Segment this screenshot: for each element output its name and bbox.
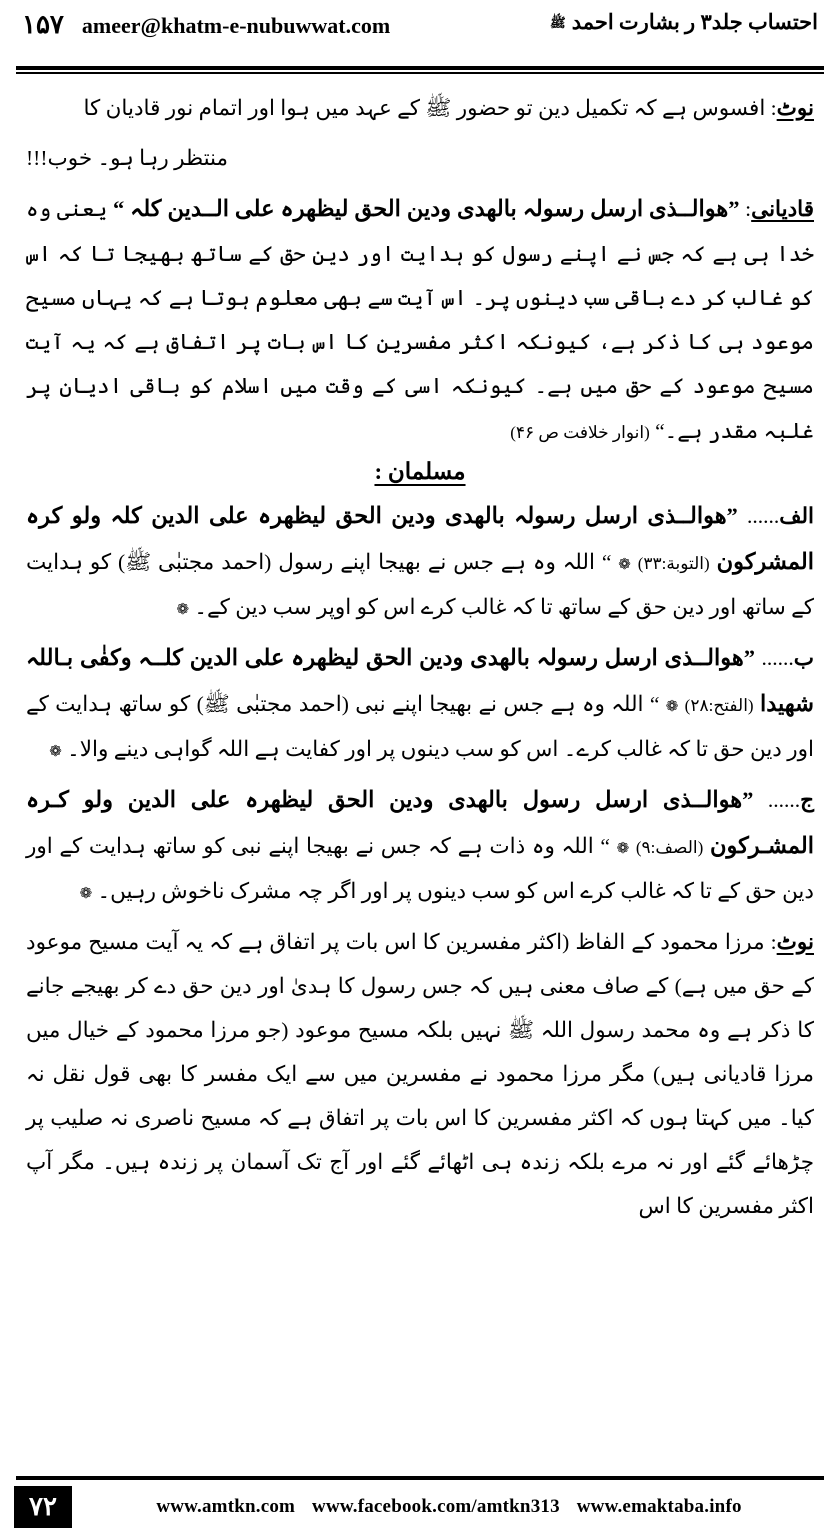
flower-icon: ❁ bbox=[616, 841, 630, 858]
item-reference-alif: (التوبة:۳۳) bbox=[637, 553, 710, 573]
page-content bbox=[0, 74, 840, 1228]
seal-icon: ﷺ bbox=[549, 15, 566, 30]
item-arabic-jeem: ”ھوالــذی ارسل رسول بالھدی ودین الحق لیظھرہ علی الدین ولو کـرہ المشـرکون bbox=[26, 787, 815, 859]
note-1-text: : افسوس ہے کہ تکمیل دین تو حضور ﷺ کے عہد میں ہوا اور اتمام نور قادیان کا bbox=[83, 96, 777, 120]
book-title-text: احتساب جلد۳ ر بشارت احمد bbox=[571, 10, 818, 34]
qadiani-translation: یعنی وہ خدا ہی ہے کہ جس نے اپنے رسول کو ہدایت اور دین حق کے ساتھ بھیجا تا کہ اس کو غالب کر دے باقی سب دینوں پر۔ اس آیت سے بھی معلوم ہوتا ہے کہ یہاں مسیح موعود ہی کا ذکر ہے، کیونکہ اکثر مفسرین کا اس بات پر اتفاق ہے کہ یہ آیت مسیح موعود کے حق میں ہے۔ کیونکہ اسی کے وقت میں اسلام کو باقی ادیان پر غلبہ مقدر ہے۔“ bbox=[26, 197, 814, 443]
verse-item-jeem bbox=[26, 777, 814, 913]
header-divider bbox=[16, 66, 824, 70]
header-page-number: ۱۵۷ bbox=[22, 10, 64, 39]
qadiani-arabic-quote: ”ھوالــذی ارسل رسولہ بالھدی ودین الحق لیظھرہ علی الــدین کلہ “ bbox=[112, 196, 740, 222]
muslim-section-heading: مسلمان : bbox=[374, 458, 466, 484]
item-mark-jeem: ج bbox=[800, 788, 815, 813]
item-mark-alif: الف bbox=[779, 503, 815, 528]
item-translation-alif: “ اللہ وہ ہے جس نے بھیجا اپنے رسول (احمد مجتبٰی ﷺ) کو ہدایت کے ساتھ اور دین حق کے ساتھ تا کہ غالب کرے اس کو اوپر سب دین کے۔ bbox=[26, 549, 814, 619]
note-2-paragraph bbox=[26, 920, 814, 1228]
footer-links bbox=[72, 1496, 826, 1518]
verse-item-alif bbox=[26, 493, 814, 629]
verse-item-be bbox=[26, 635, 814, 771]
item-arabic-alif: ”ھوالــذی ارسل رسولہ بالھدی ودین الحق لیظھرہ علی الدین کلہ ولو کرہ المشرکون bbox=[26, 502, 815, 574]
item-reference-be: (الفتح:۲۸) bbox=[684, 696, 754, 715]
note-1-label: نوٹ bbox=[776, 96, 814, 120]
item-dots-alif: ...... bbox=[746, 503, 780, 528]
qadiani-paragraph bbox=[26, 186, 814, 452]
note-2-label: نوٹ bbox=[776, 929, 814, 954]
item-dots-jeem: ...... bbox=[767, 788, 801, 813]
item-translation-jeem: “ اللہ وہ ذات ہے کہ جس نے بھیجا اپنے نبی کو ساتھ ہدایت کے اور دین حق کے تا کہ غالب کرے اس کو سب دینوں پر اور اگر چہ مشرک ناخوش رہیں۔ bbox=[26, 834, 814, 904]
header-book-title bbox=[550, 10, 818, 36]
page-header bbox=[0, 0, 840, 62]
item-dots-be: ...... bbox=[761, 645, 794, 670]
flower-icon-end: ❁ bbox=[79, 886, 93, 903]
footer-page-number: ۷۲ bbox=[14, 1486, 72, 1528]
footer-divider bbox=[16, 1476, 824, 1480]
footer-link-amtkn[interactable]: www.amtkn.com bbox=[156, 1496, 296, 1517]
item-mark-be: ب bbox=[793, 645, 814, 670]
item-translation-be: “ اللہ وہ ہے جس نے بھیجا اپنے نبی (احمد مجتبٰی ﷺ) کو ساتھ ہدایت کے اور دین حق تا کہ غالب کرے۔ اس کو سب دینوں پر اور کفایت ہے اللہ گواہی دینے والا۔ bbox=[26, 692, 814, 762]
note-2-text: : مرزا محمود کے الفاظ (اکثر مفسرین کا اس بات پر اتفاق ہے کہ یہ آیت مسیح موعود کے حق میں ہے) کے صاف معنی ہیں کہ جس رسول کا ہدیٰ اور دین حق دے کر بھیجے جانے کا ذکر ہے وہ محمد رسول اللہ ﷺ نہیں بلکہ مسیح موعود (جو مرزا محمود کے خیال میں مرزا قادیانی ہیں) مگر مرزا محمود نے مفسرین میں سے ایک مفسر کا بھی قول نقل نہ کیا۔ میں کہتا ہوں کہ اکثر مفسرین کا اس بات پر اتفاق ہے کہ مسیح ناصری نہ صلیب پر چڑھائے گئے اور نہ مرے بلکہ زندہ ہی اٹھائے گئے اور آج تک آسمان پر زندہ ہیں۔ مگر آپ اکثر مفسرین کا اس bbox=[26, 929, 814, 1218]
item-reference-jeem: (الصف:۹) bbox=[635, 838, 704, 858]
qadiani-label: قادیانی bbox=[751, 197, 814, 222]
qadiani-reference: (انوار خلافت ص ۴۶) bbox=[510, 422, 650, 442]
page-footer bbox=[0, 1476, 840, 1540]
flower-icon: ❁ bbox=[665, 699, 679, 715]
item-arabic-be: ”ھوالــذی ارسل رسولہ بالھدی ودین الحق لیظھرہ علی الدین کلــہ وکفٰی بـاللہ شھیدا bbox=[26, 644, 815, 716]
qadiani-colon: : bbox=[739, 197, 752, 222]
footer-link-emaktaba[interactable]: www.emaktaba.info bbox=[576, 1496, 742, 1517]
flower-icon-end: ❁ bbox=[176, 601, 190, 618]
footer-link-facebook[interactable]: www.facebook.com/amtkn313 bbox=[312, 1496, 560, 1517]
footer-bar bbox=[0, 1486, 840, 1528]
flower-icon-end: ❁ bbox=[49, 744, 62, 761]
note-1-line2: منتظر رہا ہو۔ خوب!!! bbox=[26, 146, 229, 171]
flower-icon: ❁ bbox=[618, 556, 631, 573]
note-1-paragraph bbox=[26, 86, 814, 130]
header-email: ameer@khatm-e-nubuwwat.com bbox=[81, 13, 391, 38]
header-left-group bbox=[22, 10, 390, 40]
